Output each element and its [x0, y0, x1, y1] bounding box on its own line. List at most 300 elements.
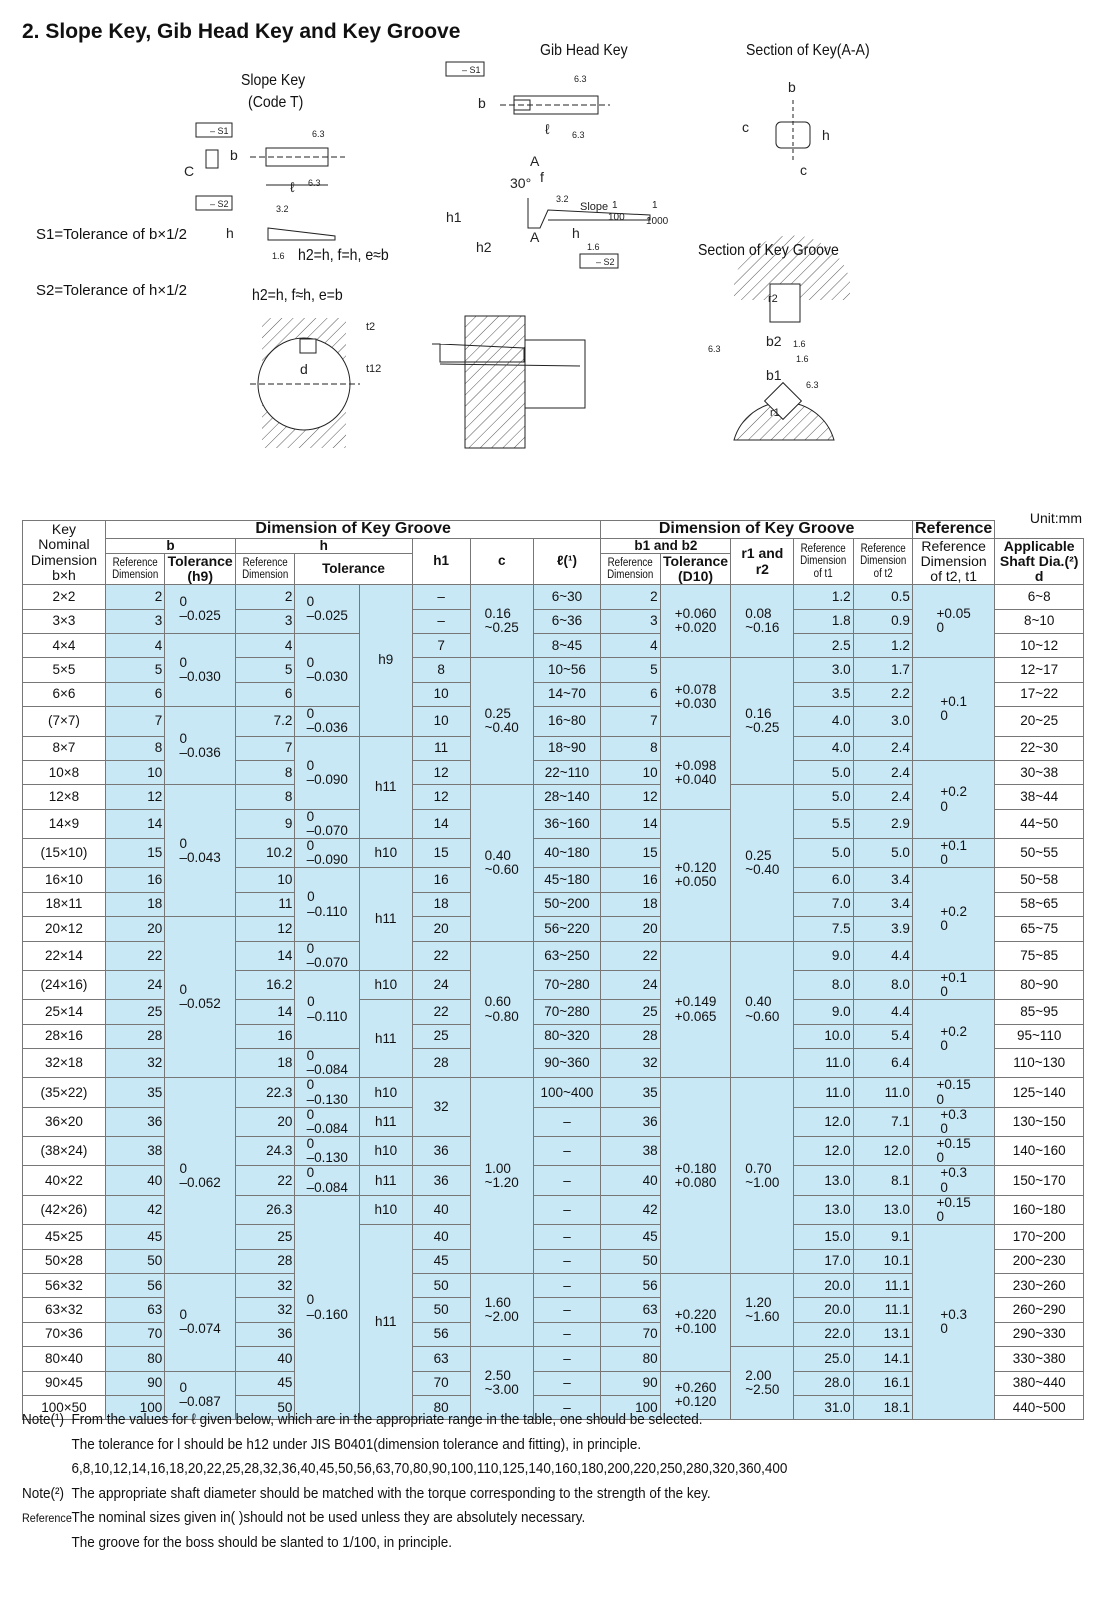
b-ref: 80 — [105, 1347, 164, 1371]
t2-ref: 7.1 — [853, 1107, 912, 1136]
key-nominal: 28×16 — [23, 1024, 106, 1048]
b1-ref: 10 — [601, 761, 660, 785]
key-nominal: 90×45 — [23, 1371, 106, 1395]
h1: 7 — [412, 634, 470, 658]
key-nominal: 5×5 — [23, 658, 106, 682]
svg-text:t2: t2 — [366, 321, 376, 333]
h1: 36 — [412, 1137, 470, 1166]
b1-ref: 15 — [601, 839, 660, 868]
t1-ref: 7.5 — [794, 917, 853, 941]
t2t1-tolerance: +0.05 0 — [912, 585, 994, 658]
h-ref: 24.3 — [236, 1137, 295, 1166]
b1-ref: 16 — [601, 868, 660, 892]
h-ref: 18 — [236, 1049, 295, 1078]
key-nominal: 14×9 — [23, 809, 106, 838]
key-nominal: 12×8 — [23, 785, 106, 809]
h-tolerance: 0 –0.090 — [295, 839, 360, 868]
h-ref: 26.3 — [236, 1195, 295, 1224]
shaft-dia: 140~160 — [995, 1137, 1084, 1166]
h1: 56 — [412, 1322, 470, 1346]
shaft-dia: 12~17 — [995, 658, 1084, 682]
slope-note: h2=h, f=h, e≈b — [298, 247, 389, 264]
svg-text:r2: r2 — [768, 293, 778, 305]
h-class: h10 — [360, 1137, 412, 1166]
svg-text:c: c — [742, 119, 749, 135]
t2t1-tolerance: +0.15 0 — [912, 1137, 994, 1166]
t2t1-tolerance: +0.3 0 — [912, 1166, 994, 1195]
s2-formula: S2=Tolerance of h×1/2 — [36, 282, 187, 299]
t1-ref: 3.0 — [794, 658, 853, 682]
shaft-dia: 170~200 — [995, 1225, 1084, 1249]
svg-text:A: A — [530, 153, 540, 169]
c-range: 1.00 ~1.20 — [470, 1078, 533, 1274]
b-ref: 70 — [105, 1322, 164, 1346]
svg-text:3.2: 3.2 — [556, 194, 569, 204]
t2-ref: 1.2 — [853, 634, 912, 658]
t1-ref: 15.0 — [794, 1225, 853, 1249]
key-nominal: 18×11 — [23, 892, 106, 916]
l-range: – — [533, 1298, 601, 1322]
h-ref: 9 — [236, 809, 295, 838]
t1-ref: 10.0 — [794, 1024, 853, 1048]
b-ref: 36 — [105, 1107, 164, 1136]
t2-ref: 2.2 — [853, 682, 912, 706]
b1-ref: 24 — [601, 970, 660, 999]
h1: 40 — [412, 1225, 470, 1249]
h-class: h11 — [360, 1000, 412, 1078]
b-ref: 3 — [105, 609, 164, 633]
h-tolerance: 0 –0.084 — [295, 1049, 360, 1078]
shaft-dia: 125~140 — [995, 1078, 1084, 1107]
h-tolerance: 0 –0.030 — [295, 634, 360, 707]
b-ref: 22 — [105, 941, 164, 970]
l-range: 100~400 — [533, 1078, 601, 1107]
l-range: – — [533, 1166, 601, 1195]
key-nominal: 25×14 — [23, 1000, 106, 1024]
h-tolerance: 0 –0.084 — [295, 1107, 360, 1136]
h-ref: 6 — [236, 682, 295, 706]
h-ref: 25 — [236, 1225, 295, 1249]
col-b1-tol: Tolerance (D10) — [660, 553, 731, 584]
key-nominal: (24×16) — [23, 970, 106, 999]
h-class: h10 — [360, 1195, 412, 1224]
svg-text:h2: h2 — [476, 239, 492, 255]
c-range: 0.40 ~0.60 — [470, 785, 533, 941]
shaft-dia: 330~380 — [995, 1347, 1084, 1371]
s1-formula: S1=Tolerance of b×1/2 — [36, 226, 187, 243]
r-range: 1.20 ~1.60 — [731, 1273, 794, 1346]
b-ref: 6 — [105, 682, 164, 706]
key-nominal: 16×10 — [23, 868, 106, 892]
col-b-tol: Tolerance (h9) — [165, 553, 236, 584]
key-nominal: 6×6 — [23, 682, 106, 706]
svg-text:b1: b1 — [766, 367, 782, 383]
b-ref: 18 — [105, 892, 164, 916]
t2-ref: 2.4 — [853, 736, 912, 760]
b-ref: 14 — [105, 809, 164, 838]
svg-text:1: 1 — [612, 200, 618, 211]
b-ref: 2 — [105, 585, 164, 609]
b-ref: 32 — [105, 1049, 164, 1078]
note2-tag: Note(²) — [22, 1484, 65, 1502]
svg-text:C: C — [184, 163, 195, 179]
t2-ref: 13.0 — [853, 1195, 912, 1224]
t2-ref: 4.4 — [853, 1000, 912, 1024]
b1-ref: 63 — [601, 1298, 660, 1322]
table-row — [23, 1078, 1084, 1107]
h1: 80 — [412, 1395, 470, 1419]
col-shaft: Applicable Shaft Dia.(²) d — [995, 538, 1084, 585]
t1-ref: 7.0 — [794, 892, 853, 916]
shaft-dia: 75~85 — [995, 941, 1084, 970]
shaft-dia: 50~55 — [995, 839, 1084, 868]
t2t1-tolerance: +0.3 0 — [912, 1225, 994, 1420]
t1-ref: 20.0 — [794, 1298, 853, 1322]
l-range: 10~56 — [533, 658, 601, 682]
key-nominal: 56×32 — [23, 1273, 106, 1297]
t2-ref: 14.1 — [853, 1347, 912, 1371]
key-nominal: 80×40 — [23, 1347, 106, 1371]
h-tolerance: 0 –0.084 — [295, 1166, 360, 1195]
b-ref: 24 — [105, 970, 164, 999]
t2-ref: 9.1 — [853, 1225, 912, 1249]
r-range: 0.70 ~1.00 — [731, 1078, 794, 1274]
t2t1-tolerance: +0.3 0 — [912, 1107, 994, 1136]
b1-ref: 25 — [601, 1000, 660, 1024]
b-ref: 25 — [105, 1000, 164, 1024]
shaft-dia: 80~90 — [995, 970, 1084, 999]
h1: 10 — [412, 707, 470, 736]
t2-ref: 0.5 — [853, 585, 912, 609]
t1-ref: 1.8 — [794, 609, 853, 633]
h-tolerance: 0 –0.130 — [295, 1137, 360, 1166]
h-class: h10 — [360, 1078, 412, 1107]
b-ref: 20 — [105, 917, 164, 941]
col-b: b — [105, 538, 235, 553]
b1-tolerance: +0.149 +0.065 — [660, 941, 731, 1078]
key-nominal: 63×32 — [23, 1298, 106, 1322]
b-tolerance: 0 –0.030 — [165, 634, 236, 707]
b-ref: 42 — [105, 1195, 164, 1224]
h1: 40 — [412, 1195, 470, 1224]
t2t1-tolerance: +0.15 0 — [912, 1078, 994, 1107]
h1: 12 — [412, 761, 470, 785]
b-tolerance: 0 –0.043 — [165, 785, 236, 917]
shaft-dia: 380~440 — [995, 1371, 1084, 1395]
key-nominal: 10×8 — [23, 761, 106, 785]
t2-ref: 8.1 — [853, 1166, 912, 1195]
h-tolerance: 0 –0.110 — [295, 970, 360, 1048]
b1-ref: 3 — [601, 609, 660, 633]
b1-ref: 14 — [601, 809, 660, 838]
svg-text:Slope: Slope — [580, 201, 609, 213]
t2-ref: 2.4 — [853, 761, 912, 785]
svg-text:1.6: 1.6 — [587, 242, 600, 252]
t2-ref: 2.4 — [853, 785, 912, 809]
b1-ref: 7 — [601, 707, 660, 736]
section-groove-label: Section of Key Groove — [698, 242, 839, 259]
svg-text:d: d — [300, 361, 308, 377]
l-range: 14~70 — [533, 682, 601, 706]
b-ref: 7 — [105, 707, 164, 736]
svg-text:6.3: 6.3 — [708, 344, 721, 354]
b1-ref: 50 — [601, 1249, 660, 1273]
key-nominal: 8×7 — [23, 736, 106, 760]
b1-tolerance: +0.060 +0.020 — [660, 585, 731, 658]
h-ref: 20 — [236, 1107, 295, 1136]
h-class: h11 — [360, 868, 412, 971]
l-range: 70~280 — [533, 1000, 601, 1024]
b1-tolerance: +0.180 +0.080 — [660, 1078, 731, 1274]
col-l: ℓ(¹) — [533, 538, 601, 585]
col-b-ref: Reference Dimension — [105, 553, 164, 584]
b-ref: 8 — [105, 736, 164, 760]
b-ref: 56 — [105, 1273, 164, 1297]
l-range: 22~110 — [533, 761, 601, 785]
h-ref: 22.3 — [236, 1078, 295, 1107]
t2-ref: 3.0 — [853, 707, 912, 736]
t1-ref: 6.0 — [794, 868, 853, 892]
svg-text:6.3: 6.3 — [806, 380, 819, 390]
svg-text:– S1: – S1 — [210, 126, 229, 136]
b1-ref: 56 — [601, 1273, 660, 1297]
shaft-dia: 95~110 — [995, 1024, 1084, 1048]
unit-label: Unit:mm — [1029, 510, 1082, 526]
t1-ref: 5.0 — [794, 839, 853, 868]
h-ref: 16 — [236, 1024, 295, 1048]
r-range: 2.00 ~2.50 — [731, 1347, 794, 1420]
key-nominal: 36×20 — [23, 1107, 106, 1136]
t2-ref: 4.4 — [853, 941, 912, 970]
b1-tolerance: +0.220 +0.100 — [660, 1273, 731, 1371]
svg-text:3.2: 3.2 — [276, 204, 289, 214]
t2t1-tolerance: +0.1 0 — [912, 970, 994, 999]
c-range: 1.60 ~2.00 — [470, 1273, 533, 1346]
slope-key-end-view — [206, 150, 218, 168]
c-range: 2.50 ~3.00 — [470, 1347, 533, 1420]
svg-text:1.6: 1.6 — [796, 354, 809, 364]
col-r1r2: r1 and r2 — [731, 538, 794, 585]
t2-ref: 3.9 — [853, 917, 912, 941]
t1-ref: 5.0 — [794, 785, 853, 809]
shaft-dia: 200~230 — [995, 1249, 1084, 1273]
b-ref: 90 — [105, 1371, 164, 1395]
key-nominal: 40×22 — [23, 1166, 106, 1195]
h-ref: 2 — [236, 585, 295, 609]
h-class: h11 — [360, 736, 412, 839]
t2t1-tolerance: +0.1 0 — [912, 839, 994, 868]
h-ref: 3 — [236, 609, 295, 633]
h1: 14 — [412, 809, 470, 838]
b1-tolerance: +0.120 +0.050 — [660, 809, 731, 941]
svg-text:1.6: 1.6 — [272, 251, 285, 261]
note1-a: From the values for ℓ given below, which are in the appropriate range in the table, one should be selected. — [71, 1411, 703, 1428]
shaft-dia: 85~95 — [995, 1000, 1084, 1024]
svg-text:1: 1 — [652, 200, 658, 211]
note1-tag: Note(¹) — [22, 1411, 65, 1428]
b1-ref: 20 — [601, 917, 660, 941]
svg-text:30°: 30° — [510, 175, 532, 191]
b-tolerance: 0 –0.087 — [165, 1371, 236, 1420]
b-ref: 100 — [105, 1395, 164, 1419]
t2-ref: 10.1 — [853, 1249, 912, 1273]
col-ref-t2t1: Reference Dimension of t2, t1 — [912, 538, 994, 585]
t1-ref: 11.0 — [794, 1078, 853, 1107]
l-range: – — [533, 1249, 601, 1273]
l-range: – — [533, 1395, 601, 1419]
h1: – — [412, 585, 470, 609]
h-ref: 28 — [236, 1249, 295, 1273]
shaft-dia: 17~22 — [995, 682, 1084, 706]
b1-ref: 32 — [601, 1049, 660, 1078]
b-ref: 28 — [105, 1024, 164, 1048]
h-ref: 7 — [236, 736, 295, 760]
key-nominal: 22×14 — [23, 941, 106, 970]
b1-ref: 38 — [601, 1137, 660, 1166]
h1: 70 — [412, 1371, 470, 1395]
l-range: – — [533, 1273, 601, 1297]
b-tolerance: 0 –0.062 — [165, 1078, 236, 1274]
t1-ref: 9.0 — [794, 941, 853, 970]
h1: 11 — [412, 736, 470, 760]
shaft-dia: 10~12 — [995, 634, 1084, 658]
h-ref: 45 — [236, 1371, 295, 1395]
t2-ref: 18.1 — [853, 1395, 912, 1419]
c-range: 0.16 ~0.25 — [470, 585, 533, 658]
l-range: – — [533, 1347, 601, 1371]
key-nominal: 2×2 — [23, 585, 106, 609]
t2-ref: 1.7 — [853, 658, 912, 682]
t2-ref: 11.0 — [853, 1078, 912, 1107]
t1-ref: 8.0 — [794, 970, 853, 999]
l-range: 90~360 — [533, 1049, 601, 1078]
l-range: – — [533, 1107, 601, 1136]
h-ref: 12 — [236, 917, 295, 941]
b-tolerance: 0 –0.036 — [165, 707, 236, 785]
l-range: – — [533, 1195, 601, 1224]
t1-ref: 5.5 — [794, 809, 853, 838]
h-tolerance: 0 –0.036 — [295, 707, 360, 736]
b1-ref: 6 — [601, 682, 660, 706]
shaft-dia: 22~30 — [995, 736, 1084, 760]
shaft-dia: 38~44 — [995, 785, 1084, 809]
h1: 22 — [412, 941, 470, 970]
h1: 10 — [412, 682, 470, 706]
shaft-dia: 110~130 — [995, 1049, 1084, 1078]
h1: 28 — [412, 1049, 470, 1078]
gib-note: h2=h, f≈h, e=b — [252, 287, 343, 304]
note1-c: 6,8,10,12,14,16,18,20,22,25,28,32,36,40,45,50,56,63,70,80,90,100,110,125,140,160,180,200,220,250,280,320,360,400 — [71, 1460, 788, 1477]
b-ref: 5 — [105, 658, 164, 682]
t2-ref: 5.0 — [853, 839, 912, 868]
key-nominal: 20×12 — [23, 917, 106, 941]
key-nominal: 100×50 — [23, 1395, 106, 1419]
t1-ref: 13.0 — [794, 1195, 853, 1224]
h1: 15 — [412, 839, 470, 868]
t1-ref: 2.5 — [794, 634, 853, 658]
l-range: 6~36 — [533, 609, 601, 633]
t1-ref: 9.0 — [794, 1000, 853, 1024]
shaft-dia: 65~75 — [995, 917, 1084, 941]
h1: 36 — [412, 1166, 470, 1195]
t1-ref: 17.0 — [794, 1249, 853, 1273]
svg-text:h: h — [226, 225, 234, 241]
group-3: Reference — [912, 521, 994, 539]
section-key-label: Section of Key(A-A) — [746, 42, 870, 59]
shaft-dia: 6~8 — [995, 585, 1084, 609]
t2t1-tolerance: +0.2 0 — [912, 1000, 994, 1078]
t2-ref: 0.9 — [853, 609, 912, 633]
shaft-dia: 150~170 — [995, 1166, 1084, 1195]
b1-ref: 12 — [601, 785, 660, 809]
h1: 50 — [412, 1273, 470, 1297]
key-nominal: 32×18 — [23, 1049, 106, 1078]
l-range: – — [533, 1371, 601, 1395]
svg-text:1000: 1000 — [646, 216, 669, 227]
svg-text:r1: r1 — [770, 407, 780, 419]
svg-text:1.6: 1.6 — [793, 339, 806, 349]
l-range: – — [533, 1137, 601, 1166]
slope-key-profile — [268, 228, 335, 240]
t2-ref: 3.4 — [853, 892, 912, 916]
key-nominal: 45×25 — [23, 1225, 106, 1249]
c-range: 0.25 ~0.40 — [470, 658, 533, 785]
b1-ref: 42 — [601, 1195, 660, 1224]
h1: 45 — [412, 1249, 470, 1273]
r-range: 0.08 ~0.16 — [731, 585, 794, 658]
col-h-tol: Tolerance — [295, 553, 412, 584]
col-b1b2: b1 and b2 — [601, 538, 731, 553]
svg-text:ℓ: ℓ — [545, 121, 550, 137]
t1-ref: 31.0 — [794, 1395, 853, 1419]
h-class: h10 — [360, 839, 412, 868]
notes — [22, 1408, 872, 1555]
h-tolerance: 0 –0.130 — [295, 1078, 360, 1107]
b-ref: 12 — [105, 785, 164, 809]
b-ref: 15 — [105, 839, 164, 868]
col-h-ref: Reference Dimension — [236, 553, 295, 584]
svg-text:6.3: 6.3 — [572, 130, 585, 140]
h1: 12 — [412, 785, 470, 809]
page-title: 2. Slope Key, Gib Head Key and Key Groove — [22, 20, 461, 43]
t2t1-tolerance: +0.1 0 — [912, 658, 994, 761]
t1-ref: 3.5 — [794, 682, 853, 706]
l-range: 28~140 — [533, 785, 601, 809]
h-tolerance: 0 –0.070 — [295, 941, 360, 970]
r-range: 0.40 ~0.60 — [731, 941, 794, 1078]
h-ref: 16.2 — [236, 970, 295, 999]
l-range: 6~30 — [533, 585, 601, 609]
b-ref: 40 — [105, 1166, 164, 1195]
t1-ref: 5.0 — [794, 761, 853, 785]
t2-ref: 12.0 — [853, 1137, 912, 1166]
h-tolerance: 0 –0.025 — [295, 585, 360, 634]
shaft-dia: 20~25 — [995, 707, 1084, 736]
h-ref: 10 — [236, 868, 295, 892]
svg-text:6.3: 6.3 — [574, 74, 587, 84]
l-range: 36~160 — [533, 809, 601, 838]
l-range: 16~80 — [533, 707, 601, 736]
b-tolerance: 0 –0.025 — [165, 585, 236, 634]
h-tolerance: 0 –0.090 — [295, 736, 360, 809]
r-range: 0.16 ~0.25 — [731, 658, 794, 785]
l-range: 50~200 — [533, 892, 601, 916]
h-class: h11 — [360, 1166, 412, 1195]
t2-ref: 11.1 — [853, 1273, 912, 1297]
col-b1-ref: Reference Dimension — [601, 553, 660, 584]
note2-a: The appropriate shaft diameter should be matched with the torque corresponding to the strength of the key. — [71, 1484, 711, 1502]
t1-ref: 4.0 — [794, 707, 853, 736]
